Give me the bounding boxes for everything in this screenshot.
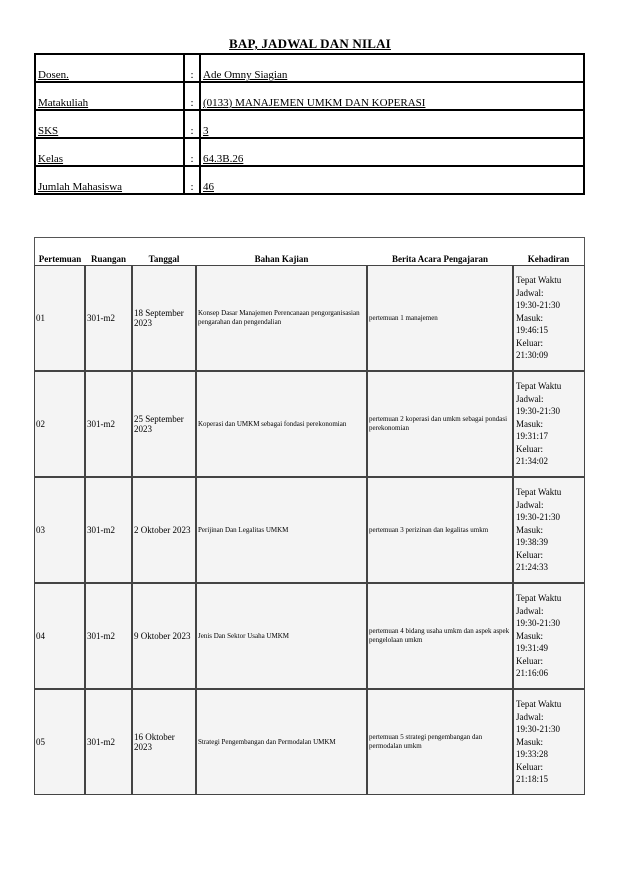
column-header: Berita Acara Pengajaran [367, 237, 513, 265]
table-row [34, 265, 585, 371]
ruangan-cell: 301-m2 [85, 477, 132, 583]
column-header: Tanggal [132, 237, 196, 265]
kehadiran-line: Tepat Waktu [516, 275, 562, 286]
kehadiran-line: 19:46:15 [516, 325, 549, 336]
bahan-kajian-cell: Strategi Pengembangan dan Permodalan UMKM [196, 689, 367, 795]
info-separator: : [184, 110, 200, 138]
ruangan-cell: 301-m2 [85, 689, 132, 795]
kehadiran-line: Keluar: [516, 443, 543, 454]
info-label: Jumlah Mahasiswa [35, 166, 184, 194]
bahan-kajian-cell: Konsep Dasar Manajemen Perencanaan pengorganisasian pengarahan dan pengendalian [196, 265, 367, 371]
kehadiran-line: 19:30-21:30 [516, 618, 560, 629]
ruangan-cell: 301-m2 [85, 371, 132, 477]
pertemuan-cell: 01 [34, 265, 85, 371]
kehadiran-line: Masuk: [516, 418, 543, 429]
ruangan-cell: 301-m2 [85, 265, 132, 371]
column-header: Ruangan [85, 237, 132, 265]
kehadiran-line: Jadwal: [516, 711, 544, 722]
kehadiran-line: Tepat Waktu [516, 487, 562, 498]
kehadiran-line: Keluar: [516, 655, 543, 666]
tanggal-cell: 2 Oktober 2023 [132, 477, 196, 583]
kehadiran-cell [513, 265, 585, 371]
info-label: Dosen. [35, 54, 184, 82]
kehadiran-line: 19:30-21:30 [516, 406, 560, 417]
kehadiran-line: Jadwal: [516, 499, 544, 510]
kehadiran-line: Masuk: [516, 524, 543, 535]
bahan-kajian-cell: Jenis Dan Sektor Usaha UMKM [196, 583, 367, 689]
kehadiran-line: 19:33:28 [516, 749, 549, 760]
table-row [34, 689, 585, 795]
info-row [35, 138, 584, 166]
info-value: 64.3B.26 [200, 138, 584, 166]
column-header: Kehadiran [513, 237, 585, 265]
kehadiran-line: 19:31:49 [516, 643, 549, 654]
kehadiran-line: Keluar: [516, 337, 543, 348]
info-value: 3 [200, 110, 584, 138]
kehadiran-line: Masuk: [516, 736, 543, 747]
kehadiran-line: Tepat Waktu [516, 381, 562, 392]
kehadiran-line: Tepat Waktu [516, 699, 562, 710]
kehadiran-line: Jadwal: [516, 287, 544, 298]
table-row [34, 371, 585, 477]
kehadiran-line: Keluar: [516, 549, 543, 560]
kehadiran-cell [513, 477, 585, 583]
column-header: Bahan Kajian [196, 237, 367, 265]
kehadiran-line: 19:30-21:30 [516, 512, 560, 523]
pertemuan-cell: 05 [34, 689, 85, 795]
info-value: Ade Omny Siagian [200, 54, 584, 82]
kehadiran-line: Masuk: [516, 312, 543, 323]
info-value: 46 [200, 166, 584, 194]
kehadiran-cell [513, 689, 585, 795]
info-row [35, 82, 584, 110]
kehadiran-line: 19:30-21:30 [516, 300, 560, 311]
berita-acara-cell: pertemuan 3 perizinan dan legalitas umkm [367, 477, 513, 583]
kehadiran-line: Masuk: [516, 630, 543, 641]
kehadiran-line: 21:16:06 [516, 668, 549, 679]
info-label: SKS [35, 110, 184, 138]
berita-acara-cell: pertemuan 1 manajemen [367, 265, 513, 371]
kehadiran-line: Jadwal: [516, 605, 544, 616]
kehadiran-cell [513, 583, 585, 689]
berita-acara-cell: pertemuan 2 koperasi dan umkm sebagai pondasi perekonomian [367, 371, 513, 477]
info-row [35, 54, 584, 82]
table-row [34, 477, 585, 583]
kehadiran-line: Jadwal: [516, 393, 544, 404]
kehadiran-line: 19:31:17 [516, 431, 549, 442]
info-value: (0133) MANAJEMEN UMKM DAN KOPERASI [200, 82, 584, 110]
tanggal-cell: 9 Oktober 2023 [132, 583, 196, 689]
info-label: Kelas [35, 138, 184, 166]
kehadiran-line: Tepat Waktu [516, 593, 562, 604]
kehadiran-line: Keluar: [516, 761, 543, 772]
schedule-section [34, 237, 585, 877]
info-separator: : [184, 82, 200, 110]
schedule-table [34, 237, 585, 795]
info-row [35, 110, 584, 138]
pertemuan-cell: 03 [34, 477, 85, 583]
kehadiran-line: 21:30:09 [516, 350, 549, 361]
kehadiran-line: 19:30-21:30 [516, 724, 560, 735]
tanggal-cell: 16 Oktober 2023 [132, 689, 196, 795]
course-info-table [34, 53, 585, 195]
pertemuan-cell: 02 [34, 371, 85, 477]
tanggal-cell: 25 September 2023 [132, 371, 196, 477]
bahan-kajian-cell: Koperasi dan UMKM sebagai fondasi perekonomian [196, 371, 367, 477]
column-header: Pertemuan [34, 237, 85, 265]
info-separator: : [184, 166, 200, 194]
kehadiran-line: 19:38:39 [516, 537, 549, 548]
info-label: Matakuliah [35, 82, 184, 110]
bahan-kajian-cell: Perijinan Dan Legalitas UMKM [196, 477, 367, 583]
info-separator: : [184, 138, 200, 166]
berita-acara-cell: pertemuan 5 strategi pengembangan dan permodalan umkm [367, 689, 513, 795]
pertemuan-cell: 04 [34, 583, 85, 689]
kehadiran-line: 21:18:15 [516, 774, 549, 785]
info-separator: : [184, 54, 200, 82]
kehadiran-line: 21:34:02 [516, 456, 549, 467]
document-title: BAP, JADWAL DAN NILAI [229, 36, 391, 51]
table-row [34, 583, 585, 689]
info-row [35, 166, 584, 194]
ruangan-cell: 301-m2 [85, 583, 132, 689]
berita-acara-cell: pertemuan 4 bidang usaha umkm dan aspek aspek pengelolaan umkm [367, 583, 513, 689]
kehadiran-line: 21:24:33 [516, 562, 549, 573]
tanggal-cell: 18 September 2023 [132, 265, 196, 371]
kehadiran-cell [513, 371, 585, 477]
